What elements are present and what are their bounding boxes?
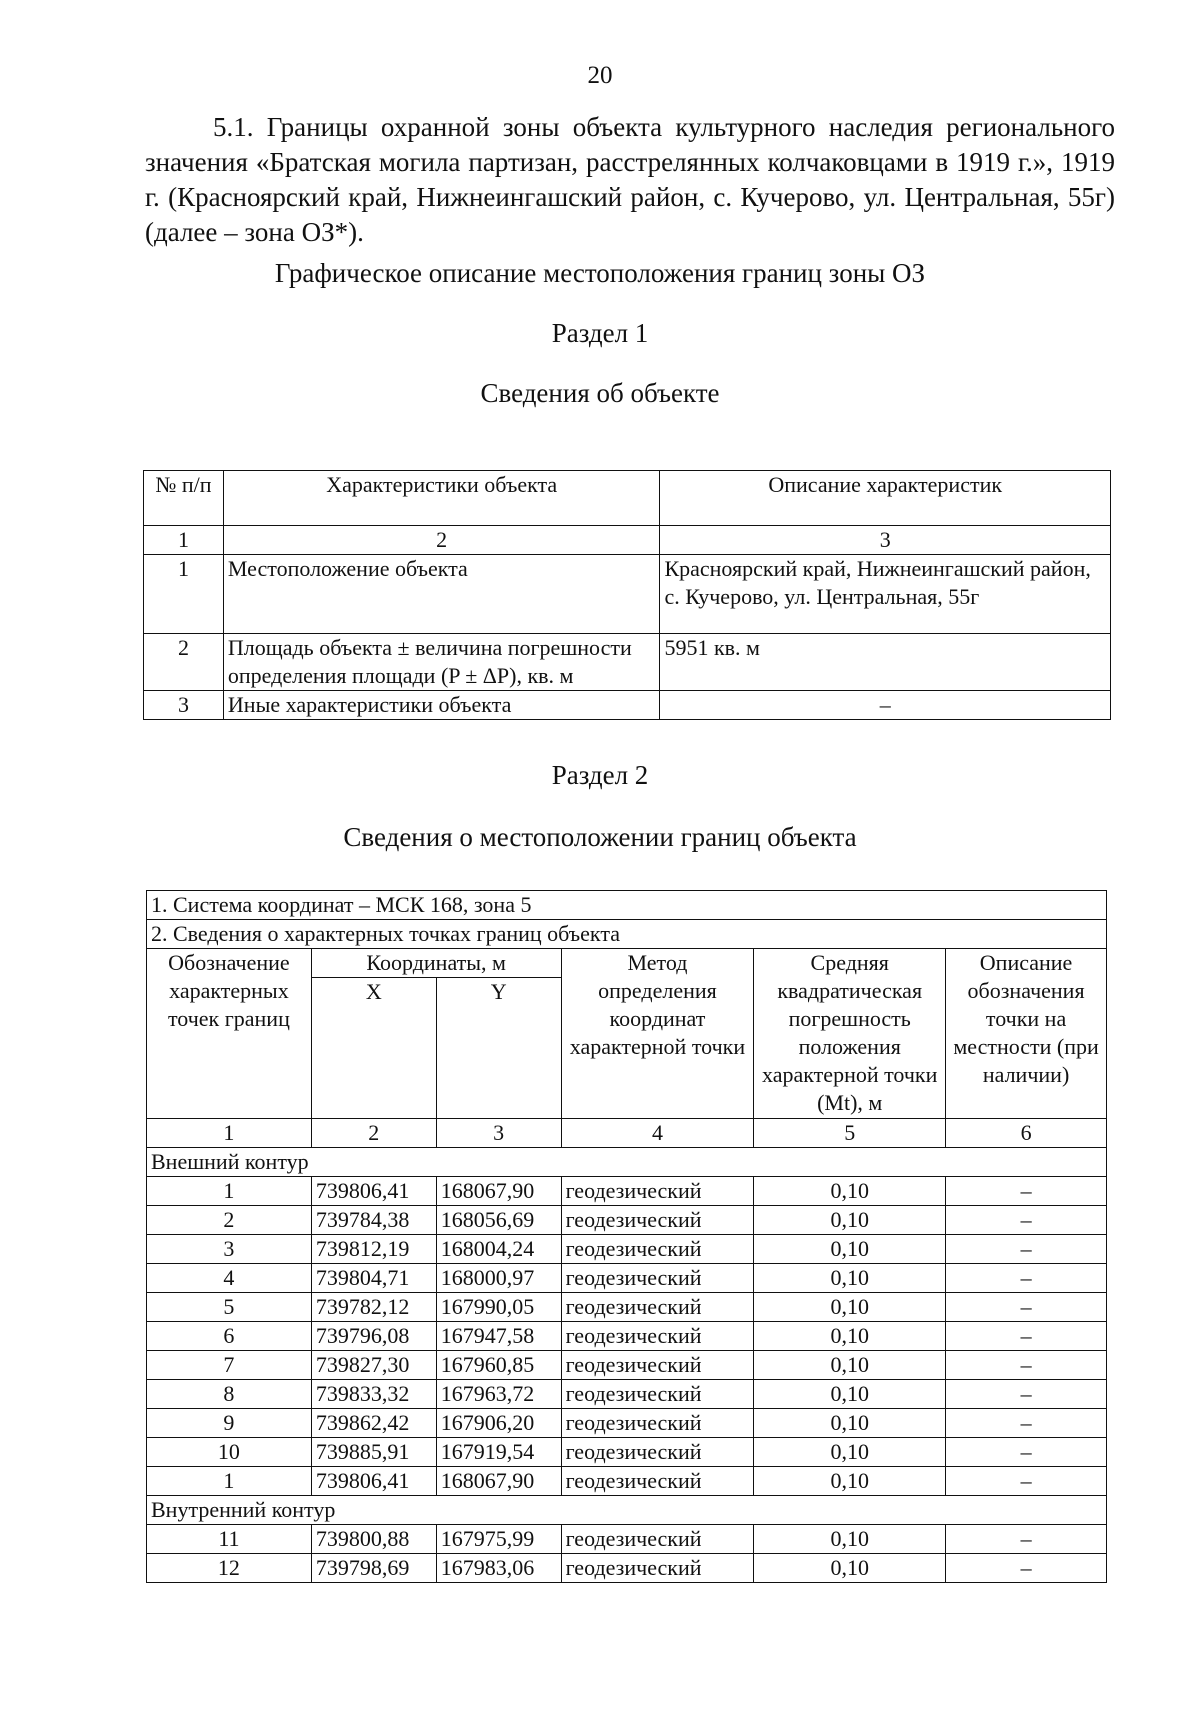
row-desc: – (660, 691, 1111, 720)
header-designation: Обозначение характерных точек границ (147, 949, 312, 1119)
table-row (147, 1177, 1107, 1206)
point-number: 4 (147, 1264, 312, 1293)
error-value: 0,10 (754, 1322, 946, 1351)
page-number: 20 (587, 62, 613, 89)
table-row (147, 1467, 1107, 1496)
col-num: 1 (144, 526, 224, 555)
header-description: Описание обозначения точки на местности (при наличии) (946, 949, 1107, 1119)
y-coordinate: 167963,72 (436, 1380, 561, 1409)
x-coordinate: 739800,88 (311, 1525, 436, 1554)
coord-system: 1. Система координат – МСК 168, зона 5 (147, 891, 1107, 920)
error-value: 0,10 (754, 1467, 946, 1496)
y-coordinate: 167947,58 (436, 1322, 561, 1351)
x-coordinate: 739798,69 (311, 1554, 436, 1583)
point-description: – (946, 1525, 1107, 1554)
method: геодезический (561, 1177, 754, 1206)
col-num: 1 (147, 1119, 312, 1148)
error-value: 0,10 (754, 1235, 946, 1264)
header-row (147, 949, 1107, 978)
table-row (147, 1525, 1107, 1554)
point-description: – (946, 1264, 1107, 1293)
table-row (147, 1293, 1107, 1322)
error-value: 0,10 (754, 1554, 946, 1583)
boundary-points-table (146, 890, 1107, 1583)
y-coordinate: 167983,06 (436, 1554, 561, 1583)
error-value: 0,10 (754, 1525, 946, 1554)
col-num: 2 (223, 526, 660, 555)
table-row (147, 1264, 1107, 1293)
point-description: – (946, 1409, 1107, 1438)
y-coordinate: 167990,05 (436, 1293, 561, 1322)
intro-paragraph (145, 110, 1115, 250)
header-x: X (311, 978, 436, 1119)
y-coordinate: 167960,85 (436, 1351, 561, 1380)
point-number: 2 (147, 1206, 312, 1235)
header-coords: Координаты, м (311, 949, 561, 978)
table-row (147, 1380, 1107, 1409)
x-coordinate: 739784,38 (311, 1206, 436, 1235)
point-description: – (946, 1380, 1107, 1409)
point-number: 1 (147, 1467, 312, 1496)
point-number: 12 (147, 1554, 312, 1583)
inner-contour-label: Внутренний контур (147, 1496, 1107, 1525)
y-coordinate: 168000,97 (436, 1264, 561, 1293)
method: геодезический (561, 1409, 754, 1438)
table-row (147, 1322, 1107, 1351)
col-num: 5 (754, 1119, 946, 1148)
x-coordinate: 739804,71 (311, 1264, 436, 1293)
column-number-row (144, 526, 1111, 555)
row-char: Площадь объекта ± величина погрешности определения площади (P ± ΔP), кв. м (223, 634, 660, 691)
point-description: – (946, 1293, 1107, 1322)
outer-contour-row (147, 1148, 1107, 1177)
method: геодезический (561, 1235, 754, 1264)
y-coordinate: 168067,90 (436, 1467, 561, 1496)
x-coordinate: 739806,41 (311, 1467, 436, 1496)
row-desc: 5951 кв. м (660, 634, 1111, 691)
method: геодезический (561, 1322, 754, 1351)
row-char: Иные характеристики объекта (223, 691, 660, 720)
point-description: – (946, 1351, 1107, 1380)
x-coordinate: 739806,41 (311, 1177, 436, 1206)
row-num: 1 (144, 555, 224, 634)
intro-text: 5.1. Границы охранной зоны объекта культурного наследия регионального значения «Братская могила партизан, расстрелянных колчаковцами в 1919 г.», 1919 г. (Красноярский край, Нижнеингашский район, с. Кучерово, ул. Центральная, 55г) (далее – зона ОЗ*). (145, 112, 1115, 247)
error-value: 0,10 (754, 1380, 946, 1409)
error-value: 0,10 (754, 1351, 946, 1380)
error-value: 0,10 (754, 1409, 946, 1438)
error-value: 0,10 (754, 1177, 946, 1206)
point-number: 5 (147, 1293, 312, 1322)
section2-title: Раздел 2 (551, 760, 649, 790)
y-coordinate: 167919,54 (436, 1438, 561, 1467)
point-number: 10 (147, 1438, 312, 1467)
x-coordinate: 739782,12 (311, 1293, 436, 1322)
row-num: 2 (144, 634, 224, 691)
table-row (144, 691, 1111, 720)
row-num: 3 (144, 691, 224, 720)
header-num: № п/п (144, 471, 224, 526)
y-coordinate: 168056,69 (436, 1206, 561, 1235)
table-row (147, 1235, 1107, 1264)
section1-subtitle: Сведения об объекте (480, 378, 720, 408)
point-description: – (946, 1322, 1107, 1351)
col-num: 3 (660, 526, 1111, 555)
x-coordinate: 739833,32 (311, 1380, 436, 1409)
point-description: – (946, 1438, 1107, 1467)
point-description: – (946, 1235, 1107, 1264)
y-coordinate: 168067,90 (436, 1177, 561, 1206)
y-coordinate: 168004,24 (436, 1235, 561, 1264)
point-description: – (946, 1206, 1107, 1235)
method: геодезический (561, 1351, 754, 1380)
col-num: 4 (561, 1119, 754, 1148)
header-error: Средняя квадратическая погрешность положения характерной точки (Mt), м (754, 949, 946, 1119)
point-number: 6 (147, 1322, 312, 1351)
point-description: – (946, 1177, 1107, 1206)
method: геодезический (561, 1554, 754, 1583)
error-value: 0,10 (754, 1293, 946, 1322)
error-value: 0,10 (754, 1438, 946, 1467)
coord-system-row (147, 891, 1107, 920)
x-coordinate: 739885,91 (311, 1438, 436, 1467)
table-row (144, 555, 1111, 634)
method: геодезический (561, 1380, 754, 1409)
row-desc: Красноярский край, Нижнеингашский район, с. Кучерово, ул. Центральная, 55г (660, 555, 1111, 634)
header-char: Характеристики объекта (223, 471, 660, 526)
table-row (144, 634, 1111, 691)
table-row (147, 1206, 1107, 1235)
point-number: 7 (147, 1351, 312, 1380)
method: геодезический (561, 1206, 754, 1235)
points-title: 2. Сведения о характерных точках границ объекта (147, 920, 1107, 949)
point-number: 8 (147, 1380, 312, 1409)
method: геодезический (561, 1467, 754, 1496)
main-heading: Графическое описание местоположения границ зоны ОЗ (274, 258, 926, 288)
point-number: 11 (147, 1525, 312, 1554)
table-row (147, 1351, 1107, 1380)
table-header-row (144, 471, 1111, 526)
method: геодезический (561, 1525, 754, 1554)
header-y: Y (436, 978, 561, 1119)
points-title-row (147, 920, 1107, 949)
x-coordinate: 739812,19 (311, 1235, 436, 1264)
point-number: 1 (147, 1177, 312, 1206)
point-number: 3 (147, 1235, 312, 1264)
error-value: 0,10 (754, 1264, 946, 1293)
method: геодезический (561, 1293, 754, 1322)
y-coordinate: 167906,20 (436, 1409, 561, 1438)
x-coordinate: 739862,42 (311, 1409, 436, 1438)
method: геодезический (561, 1264, 754, 1293)
y-coordinate: 167975,99 (436, 1525, 561, 1554)
table-row (147, 1438, 1107, 1467)
table-row (147, 1554, 1107, 1583)
x-coordinate: 739796,08 (311, 1322, 436, 1351)
table-row (147, 1409, 1107, 1438)
section2-subtitle: Сведения о местоположении границ объекта (343, 822, 857, 852)
method: геодезический (561, 1438, 754, 1467)
column-number-row (147, 1119, 1107, 1148)
header-desc: Описание характеристик (660, 471, 1111, 526)
col-num: 2 (311, 1119, 436, 1148)
error-value: 0,10 (754, 1206, 946, 1235)
point-number: 9 (147, 1409, 312, 1438)
col-num: 6 (946, 1119, 1107, 1148)
outer-contour-label: Внешний контур (147, 1148, 1107, 1177)
point-description: – (946, 1554, 1107, 1583)
col-num: 3 (436, 1119, 561, 1148)
x-coordinate: 739827,30 (311, 1351, 436, 1380)
inner-contour-row (147, 1496, 1107, 1525)
point-description: – (946, 1467, 1107, 1496)
header-method: Метод определения координат характерной точки (561, 949, 754, 1119)
object-info-table (143, 470, 1111, 720)
row-char: Местоположение объекта (223, 555, 660, 634)
section1-title: Раздел 1 (551, 318, 649, 348)
